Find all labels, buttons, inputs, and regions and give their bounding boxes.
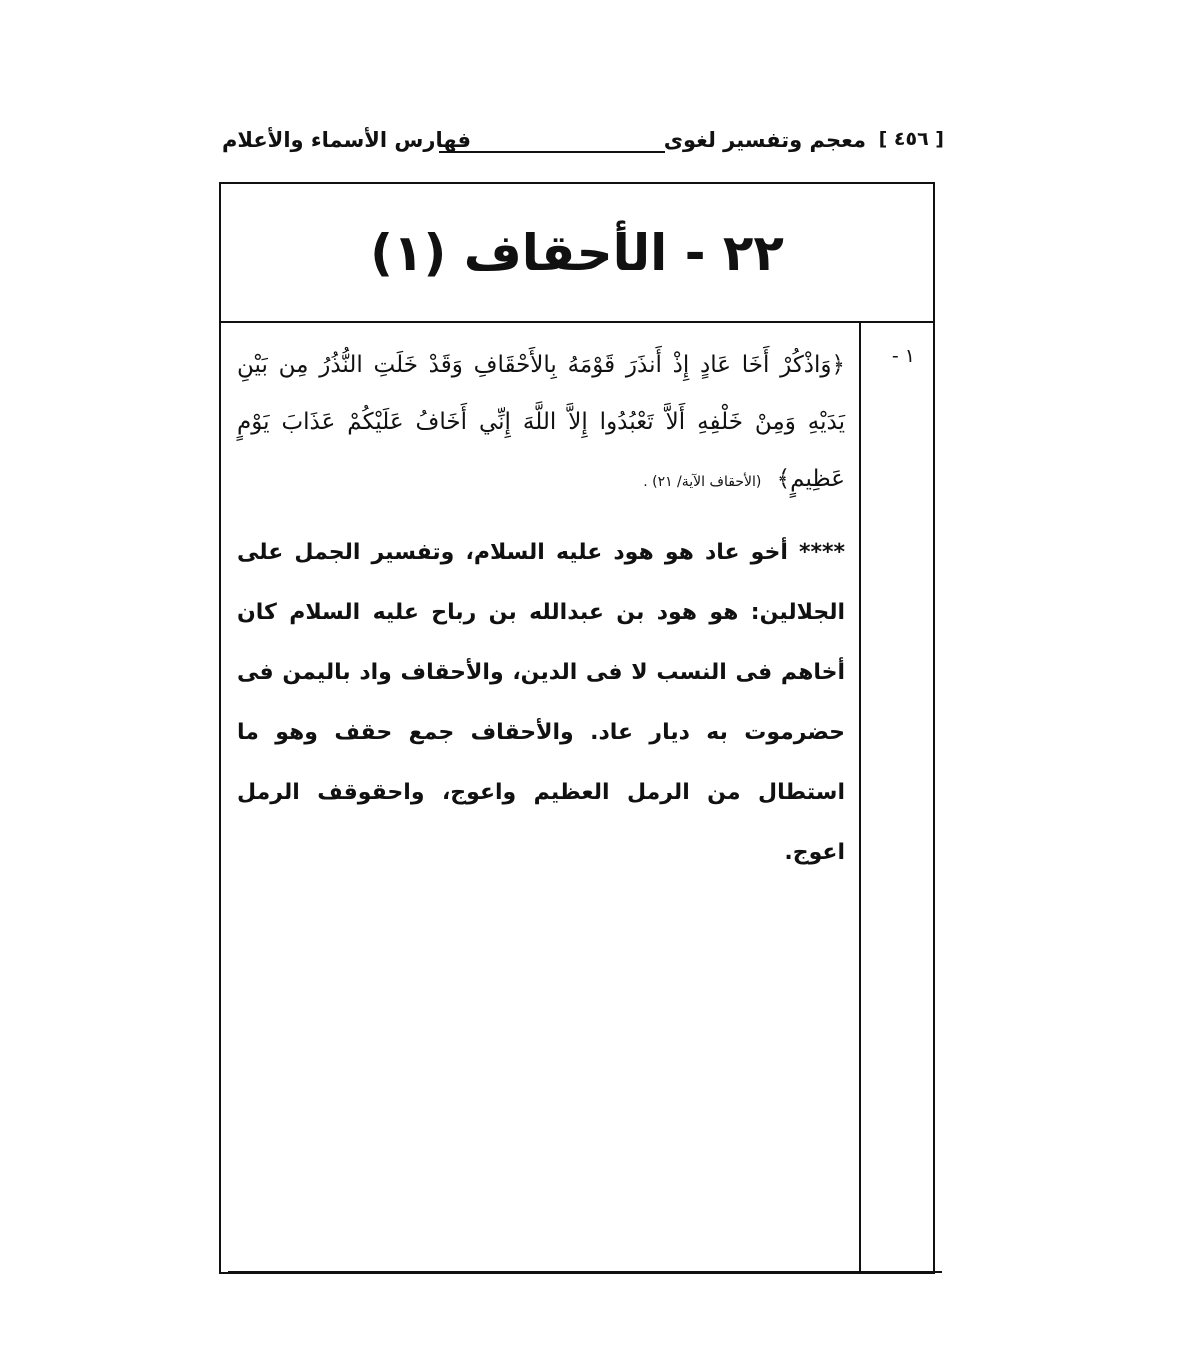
page-number: [ ٤٥٦ ] bbox=[878, 128, 944, 150]
chapter-title: ٢٢ - الأحقاف (١) bbox=[370, 223, 784, 282]
content-frame bbox=[219, 182, 935, 1274]
entry-number: ١ - bbox=[891, 345, 915, 367]
section-title: فهارس الأسماء والأعلام bbox=[222, 128, 471, 152]
quran-verse bbox=[237, 337, 845, 511]
commentary: **** أخو عاد هو هود عليه السلام، وتفسير الجمل على الجلالين: هو هود بن عبدالله بن رباح عليه السلام كان أخاهم فى النسب لا فى الدين، والأحقاف واد باليمن فى حضرموت به ديار عاد. والأحقاف جمع حقف وهو ما استطال من الرمل العظيم واعوج، واحقوقف الرمل اعوج. bbox=[237, 540, 845, 865]
entry-body bbox=[221, 323, 859, 1272]
running-header bbox=[222, 128, 944, 168]
book-title: معجم وتفسير لغوى bbox=[663, 128, 866, 152]
entry-number-column bbox=[859, 323, 933, 1272]
bottom-rule bbox=[228, 1271, 942, 1273]
chapter-title-box bbox=[221, 184, 933, 323]
verse-reference: (الأحقاف الآية/ ٢١) . bbox=[643, 474, 762, 490]
verse-text: ﴿وَاذْكُرْ أَخَا عَادٍ إِذْ أَنذَرَ قَوْمَهُ بِالأَحْقَافِ وَقَدْ خَلَتِ النُّذُرُ مِن بَيْنِ يَدَيْهِ وَمِنْ خَلْفِهِ أَلاَّ تَعْبُدُوا إِلاَّ اللَّهَ إِنِّي أَخَافُ عَلَيْكُمْ عَذَابَ يَوْمٍ عَظِيمٍ﴾ bbox=[237, 352, 845, 492]
header-rule bbox=[439, 151, 665, 153]
